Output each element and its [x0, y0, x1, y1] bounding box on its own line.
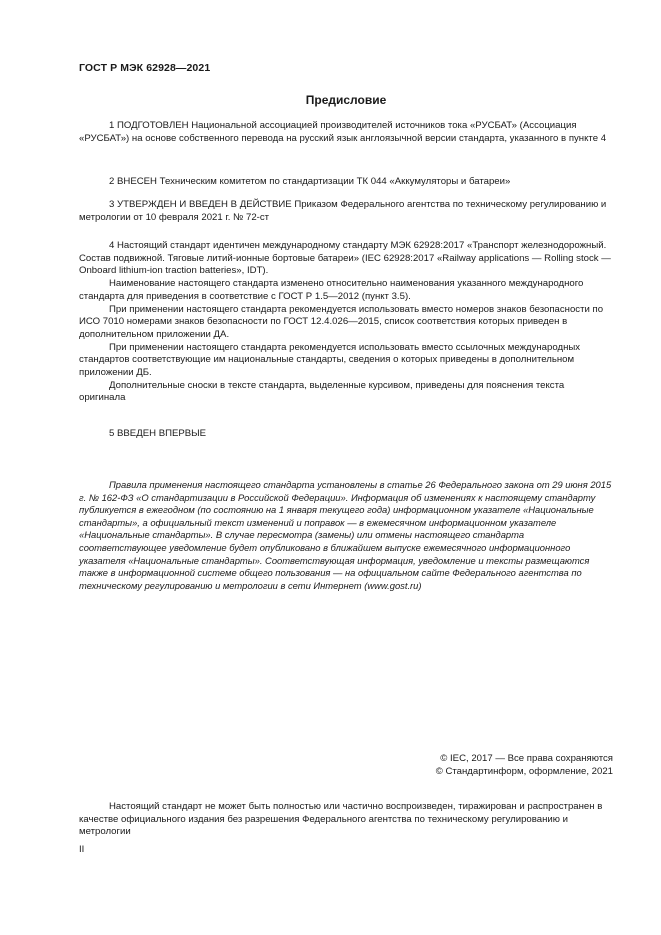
- section-4-paragraph: При применении настоящего стандарта рекомендуется использовать вместо ссылочных международных стандартов соответствующие им национальные стандарты, сведения о которых приведены в дополнительном приложении ДБ.: [79, 341, 581, 379]
- section-2: [79, 176, 613, 189]
- section-4-paragraph: При применении настоящего стандарта рекомендуется использовать вместо номеров знаков безопасности по ИСО 7010 номерами знаков безопасности по ГОСТ 12.4.026—2015, список соответствия которых приведен в дополнительном приложении ДА.: [79, 303, 604, 340]
- application-rules-notice: [79, 479, 613, 592]
- section-3: [79, 199, 613, 224]
- page-number: II: [79, 844, 85, 855]
- section-3-text: 3 УТВЕРЖДЕН И ВВЕДЕН В ДЕЙСТВИЕ Приказом Федерального агентства по техническому регулированию и метрологии от 10 февраля 2021 г. № 72-ст: [79, 199, 607, 223]
- section-4-paragraph: Наименование настоящего стандарта изменено относительно наименования указанного международного стандарта для приведения в соответствие с ГОСТ Р 1.5—2012 (пункт 3.5).: [79, 278, 584, 302]
- section-4: [79, 240, 613, 405]
- reproduction-notice-text: Настоящий стандарт не может быть полностью или частично воспроизведен, тиражирован и распространен в качестве официального издания без разрешения Федерального агентства по техническому регулированию и метрологии: [79, 801, 603, 838]
- section-5: [79, 428, 613, 441]
- standard-code-header: ГОСТ Р МЭК 62928—2021: [79, 62, 211, 74]
- application-rules-text: Правила применения настоящего стандарта установлены в статье 26 Федерального закона от 29 июня 2015 г. № 162-ФЗ «О стандартизации в Российской Федерации». Информация об изменениях к настоящему стандарту публикуется в ежегодном (по состоянию на 1 января текущего года) информационном указателе «Национальные стандарты», а официальный текст изменений и поправок — в ежемесячном информационном указателе «Национальные стандарты». В случае пересмотра (замены) или отмены настоящего стандарта соответствующее уведомление будет опубликовано в ближайшем выпуске ежемесячного информационного указателя «Национальные стандарты». Соответствующая информация, уведомление и тексты размещаются также в информационной системе общего пользования — на официальном сайте Федерального агентства по техническому регулированию и метрологии в сети Интернет (www.gost.ru): [79, 479, 612, 591]
- copyright-iec: © IEC, 2017 — Все права сохраняются: [440, 753, 613, 764]
- section-1: [79, 120, 613, 145]
- reproduction-notice: [79, 801, 613, 839]
- section-1-text: 1 ПОДГОТОВЛЕН Национальной ассоциацией производителей источников тока «РУСБАТ» (Ассоциация «РУСБАТ») на основе собственного перевода на русский язык англоязычной версии стандарта, указанного в пункте 4: [79, 120, 607, 144]
- copyright-standartinform: © Стандартинформ, оформление, 2021: [435, 766, 613, 777]
- section-4-paragraph: 4 Настоящий стандарт идентичен международному стандарту МЭК 62928:2017 «Транспорт железнодорожный. Состав подвижной. Тяговые литий-ионные бортовые батареи» (IEC 62928:2017 «Railway applications — Rolling stock — Onboard lithium-ion traction batteries», IDT).: [79, 240, 611, 277]
- page-title: Предисловие: [305, 93, 387, 107]
- section-4-paragraph: Дополнительные сноски в тексте стандарта, выделенные курсивом, приведены для пояснения текста оригинала: [79, 379, 565, 404]
- copyright-block: [436, 752, 613, 778]
- section-5-text: 5 ВВЕДЕН ВПЕРВЫЕ: [109, 428, 207, 439]
- section-2-text: 2 ВНЕСЕН Техническим комитетом по стандартизации ТК 044 «Аккумуляторы и батареи»: [109, 176, 511, 187]
